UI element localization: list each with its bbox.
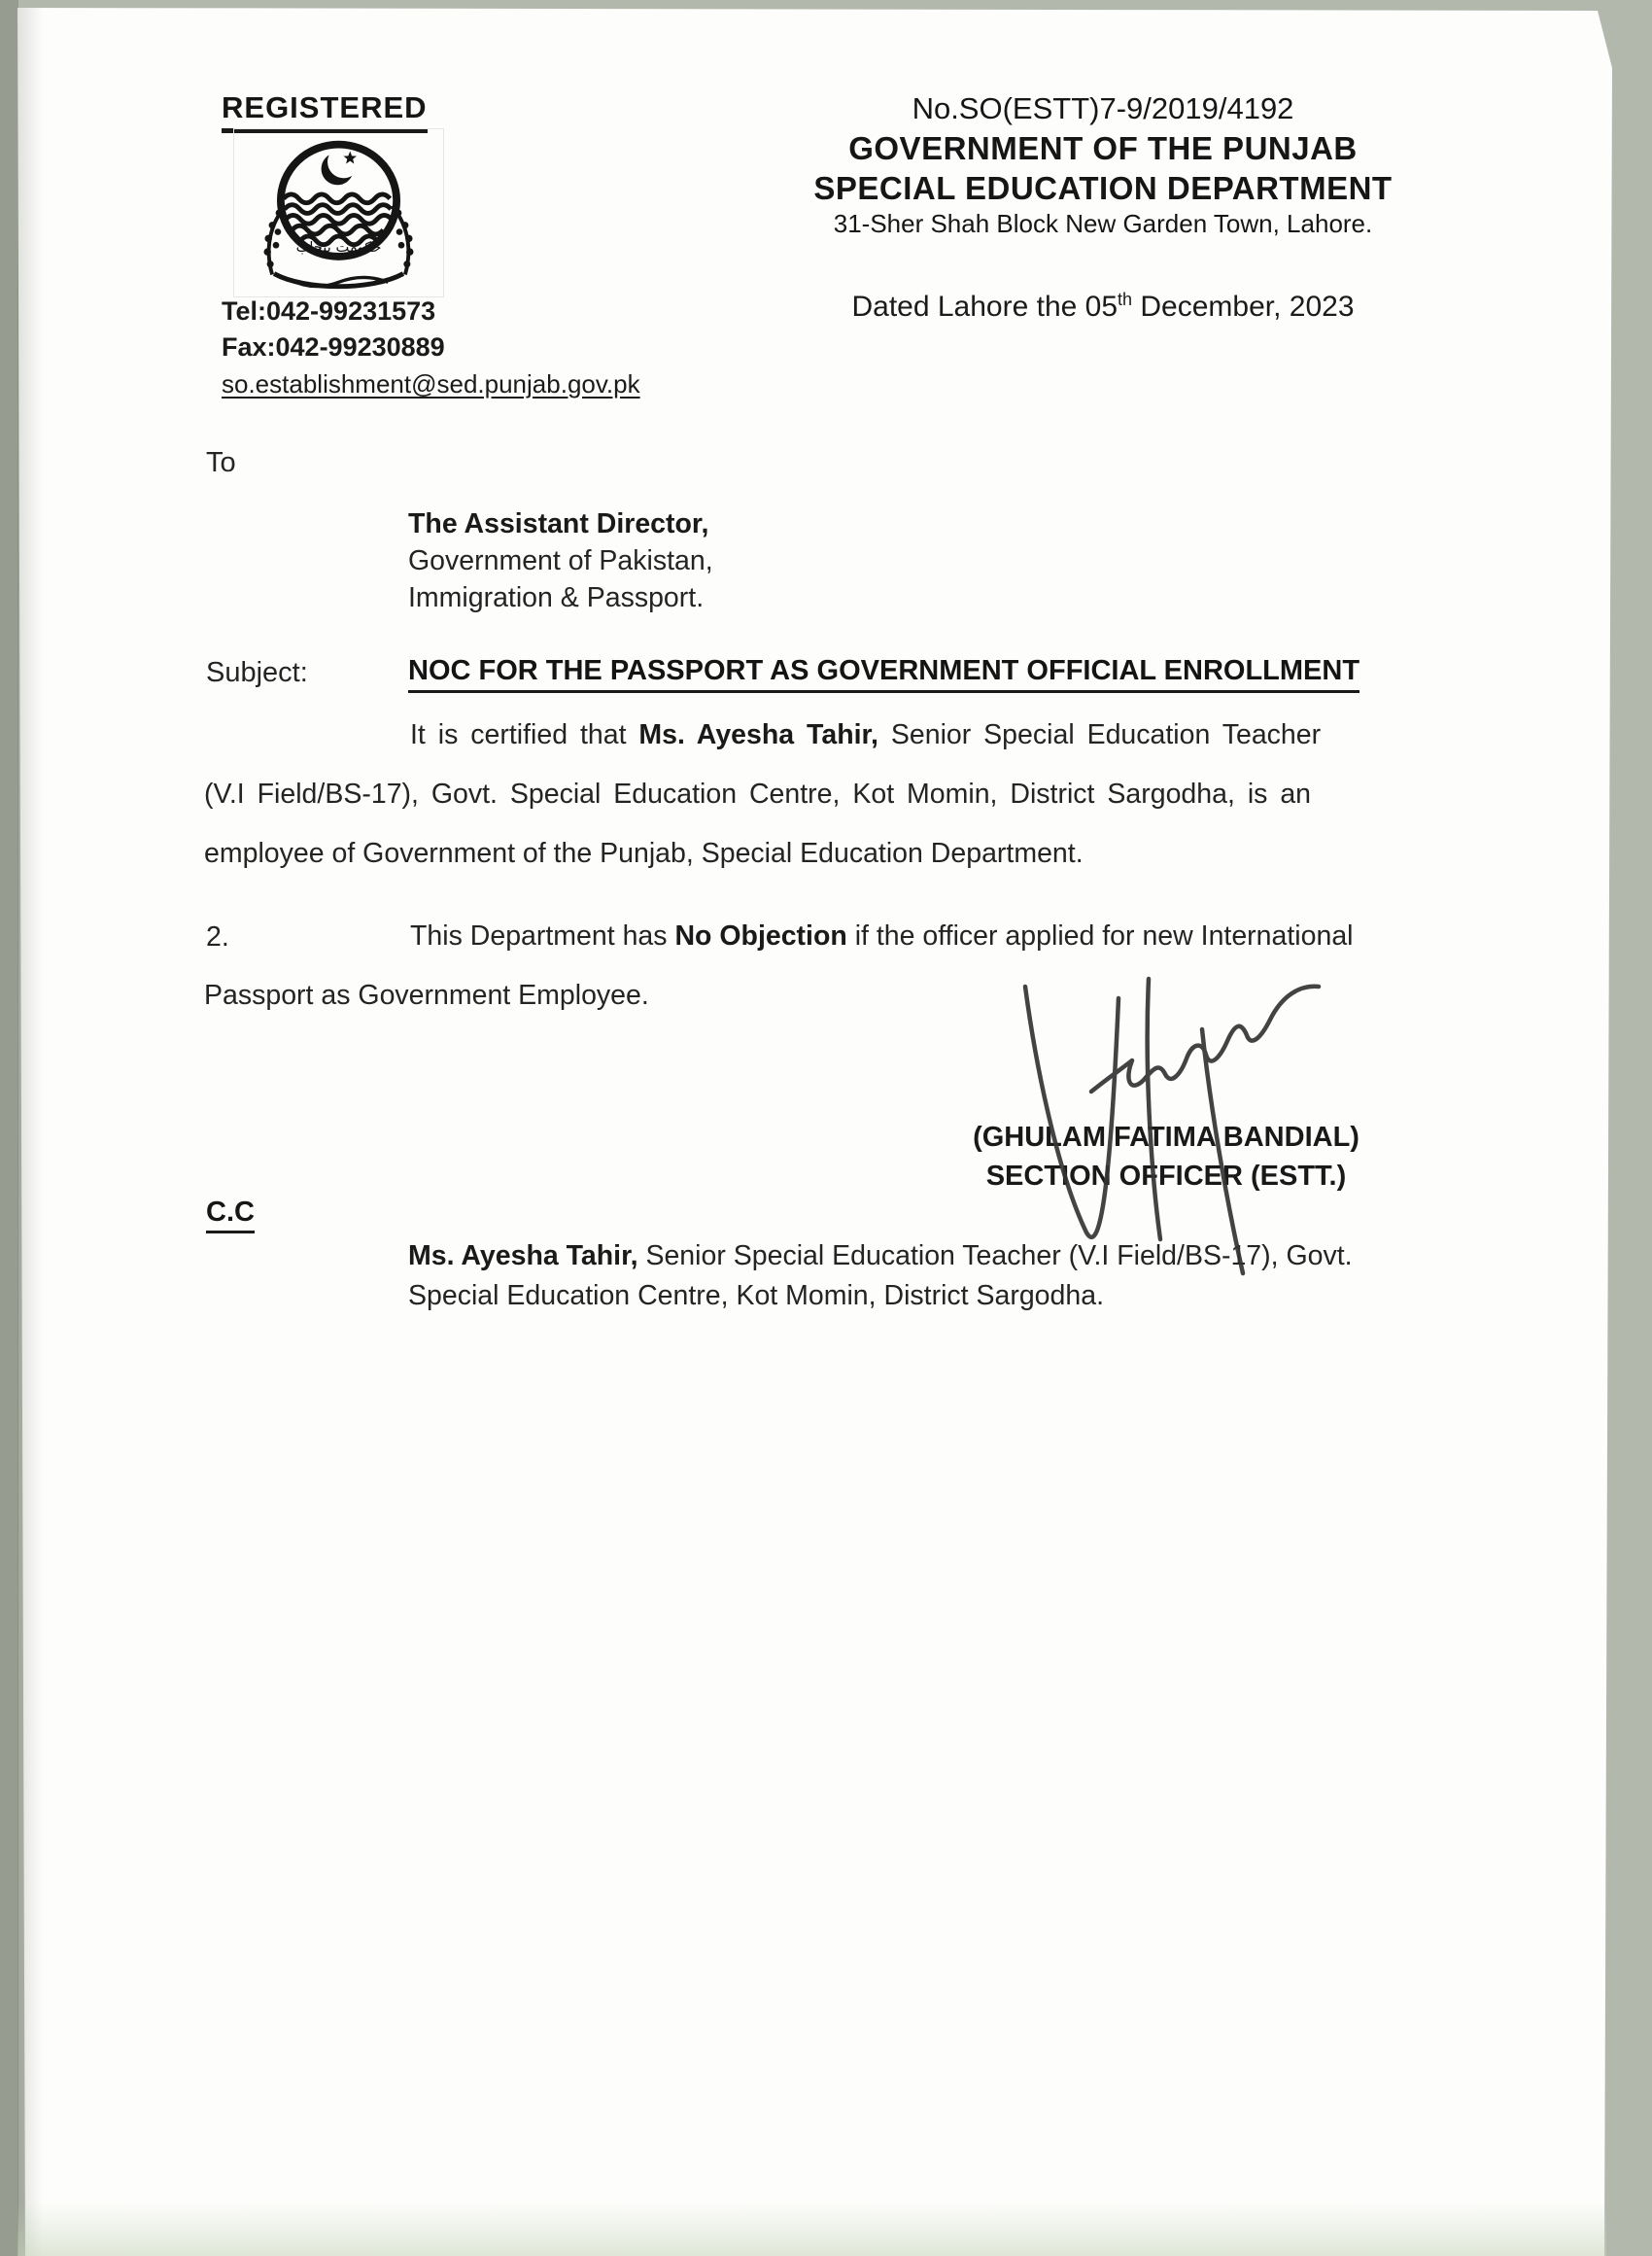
signer-block bbox=[943, 1118, 1390, 1196]
para1-text: (V.I Field/BS-17), Govt. Special Education Centre, Kot Momin, District Sargodha, is an bbox=[204, 779, 1312, 810]
cc-recipient-line bbox=[408, 1236, 1353, 1276]
employee-name-bold: Ms. Ayesha Tahir, bbox=[638, 719, 878, 750]
para1-text: It is certified that bbox=[410, 719, 639, 750]
cc-recipient-line: Special Education Centre, Kot Momin, District Sargodha. bbox=[408, 1280, 1105, 1311]
date-text-suffix: December, 2023 bbox=[1132, 291, 1355, 323]
email-line: so.establishment@sed.punjab.gov.pk bbox=[222, 369, 640, 399]
department-title: SPECIAL EDUCATION DEPARTMENT bbox=[813, 170, 1393, 206]
para1-text-cont: Senior Special Education Teacher bbox=[878, 719, 1322, 750]
registered-label: REGISTERED bbox=[222, 90, 428, 133]
paragraph-line bbox=[204, 824, 1467, 884]
punjab-crest-icon bbox=[234, 129, 443, 296]
cc-label: C.C bbox=[206, 1197, 255, 1233]
signer-name: (GHULAM FATIMA BANDIAL) bbox=[973, 1122, 1359, 1153]
cc-recipient-name-bold: Ms. Ayesha Tahir, bbox=[408, 1240, 638, 1271]
paragraph-number: 2. bbox=[206, 921, 229, 953]
to-label: To bbox=[206, 447, 236, 478]
paragraph-line bbox=[204, 706, 1467, 765]
paper-left-shadow bbox=[17, 8, 43, 2256]
addressee-block bbox=[408, 505, 713, 616]
reference-number: No.SO(ESTT)7-9/2019/4192 bbox=[912, 91, 1294, 125]
cc-recipient-block bbox=[408, 1236, 1353, 1316]
letterhead-right-block bbox=[787, 89, 1419, 240]
para1-text: employee of Government of the Punjab, Special Education Department. bbox=[204, 838, 1084, 869]
scan-bottom-tint bbox=[17, 2203, 1606, 2256]
para2-text: Passport as Government Employee. bbox=[204, 980, 649, 1011]
addressee-org: Government of Pakistan, bbox=[408, 545, 713, 576]
office-address: 31-Sher Shah Block New Garden Town, Lahore. bbox=[833, 209, 1373, 238]
punjab-crest-logo bbox=[233, 128, 444, 297]
tel-line: Tel:042-99231573 bbox=[222, 296, 436, 326]
paragraph-line bbox=[204, 765, 1467, 824]
signer-designation: SECTION OFFICER (ESTT.) bbox=[985, 1161, 1347, 1192]
government-title: GOVERNMENT OF THE PUNJAB bbox=[848, 130, 1358, 166]
svg-text:حکومت پنجاب: حکومت پنجاب bbox=[295, 239, 382, 257]
fax-line: Fax:042-99230889 bbox=[222, 332, 445, 362]
addressee-office: Immigration & Passport. bbox=[408, 582, 705, 613]
addressee-name: The Assistant Director, bbox=[408, 508, 709, 539]
para2-text-cont: if the officer applied for new International bbox=[846, 920, 1354, 952]
date-text: Dated Lahore the 05 bbox=[851, 291, 1119, 323]
paragraph-line bbox=[204, 966, 1467, 1025]
no-objection-paragraph bbox=[204, 907, 1467, 1025]
cc-recipient-text: Senior Special Education Teacher (V.I Field/BS-17), Govt. bbox=[637, 1240, 1353, 1271]
certification-paragraph bbox=[204, 706, 1467, 884]
date-ordinal-superscript: th bbox=[1118, 290, 1133, 309]
para2-text: This Department has bbox=[410, 920, 675, 952]
subject-label: Subject: bbox=[206, 657, 308, 688]
paragraph-line bbox=[204, 907, 1467, 966]
subject-title: NOC FOR THE PASSPORT AS GOVERNMENT OFFICIAL ENROLLMENT bbox=[408, 655, 1359, 693]
date-line bbox=[787, 291, 1419, 324]
scan-edge-strip bbox=[0, 0, 18, 2256]
no-objection-bold: No Objection bbox=[674, 920, 847, 952]
